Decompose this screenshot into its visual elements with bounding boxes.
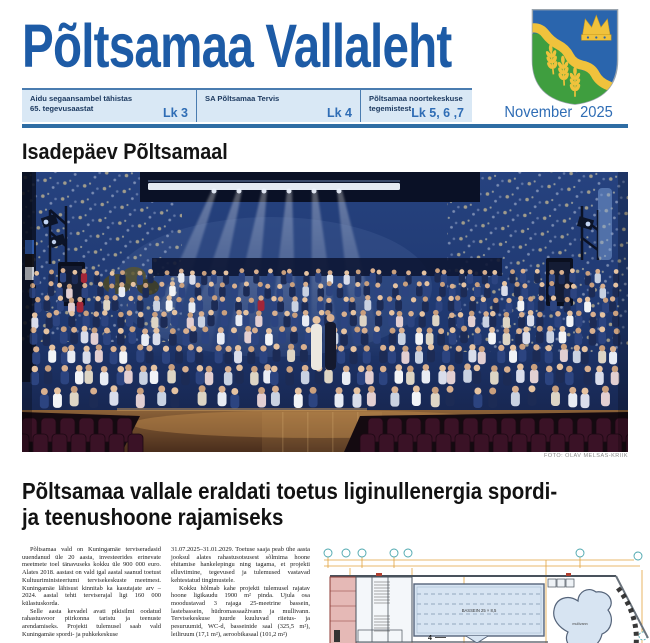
teaser-text: Põltsamaa noortekeskuse tegemistest [369,94,463,113]
article2-column-1 [22,546,161,643]
grid-label: 4 [428,635,432,642]
masthead-rule [22,124,628,128]
floorplan-figure [316,546,650,643]
paragraph: Selle aasta kevadel avati pikisilmi oodatud rahastusvoor piirkonna taristu ja teenuste arendamiseks. Projekti tulemusel saab vald Kuningamäe spordi- ja puhkekeskuse [22,607,161,638]
teaser-page-ref: Lk 3 [162,106,188,120]
article2-headline: Põltsamaa vallale eraldati toetus liginullenergia spordi- ja teenushoone rajamiseks [22,478,558,530]
teaser-bar [22,88,472,122]
issue-date: November 2025 [504,104,613,121]
paragraph: Põltsamaa vald on Kuningamäe terviseradasid uuendanud üle 20 aasta, investeerides erinevate meetmete toel tänavuseks kokku üle 900 000 euro. Alates 2018. aastast on vald igal aastal saanud toetust Kultuuriministeeriumi tervisekeskuste meetmest. Kuningamäe lähisust kinnitab ka kasutajate arv – 2024. aastal tehti terviserajal ligi 160 000 külastuskorda. [22,546,161,607]
teaser-item-1 [22,90,196,122]
group-photo [22,172,628,452]
teaser-text: Aidu segaansambel tähistas 65. tegevusaastat [30,94,133,113]
article1-headline: Isadepäev Põltsamaal [22,139,228,164]
teaser-page-ref: Lk 4 [326,106,352,120]
person-white-coat [311,324,322,370]
masthead-title-text: Põltsamaa Vallaleht [22,12,452,80]
coat-of-arms [528,6,622,106]
person-dark-suit [325,322,336,370]
pool-label: BASSEIN 25 × 8,5 [461,608,497,613]
group-photo-illustration [22,172,628,452]
paragraph: Kokku hõlmab kahe projekti tulemusel rajatav hoone ligikaudu 1900 m² pinda. Ujula osa moodustavad 3 rajaga 25-meetrine bassein, lastebassein, hüdromassaaživann ja mullivann. Tervisekeskuse juurde kuuluvad riietus- ja pesuruumid, WC-d, basseinide saal (325,5 m²), leiliruum (17,1 m²), aeroobikasaal (101,2 m²) [171,584,310,638]
article2-body [22,546,310,643]
pool2-label: mullivann [572,622,588,626]
teaser-page-ref: Lk 5, 6 ,7 [411,106,464,120]
masthead-title [22,12,573,80]
room-block-left [330,577,356,643]
projector-screen [148,183,400,190]
photo-credit: FOTO: OLAV MELSAS-KRIIK [543,453,628,459]
article2-column-2 [171,546,310,643]
teaser-item-2 [196,90,360,122]
rooms-middle [356,577,412,642]
teaser-item-3 [360,90,472,122]
auditorium-seats-right [360,418,628,452]
teaser-text: SA Põltsamaa Tervis [205,94,280,103]
paragraph: 31.07.2025–31.01.2029. Toetuse saaja peab ühe aasta jooksul alates rahastusotsusest sõlmima hoone ehitamise hankelepingu ning tagama, et projekti elluviimine, tegevused ja tulemused vastavad kehtestatud tingimustele. [171,546,310,584]
floorplan-drawing [316,546,650,643]
